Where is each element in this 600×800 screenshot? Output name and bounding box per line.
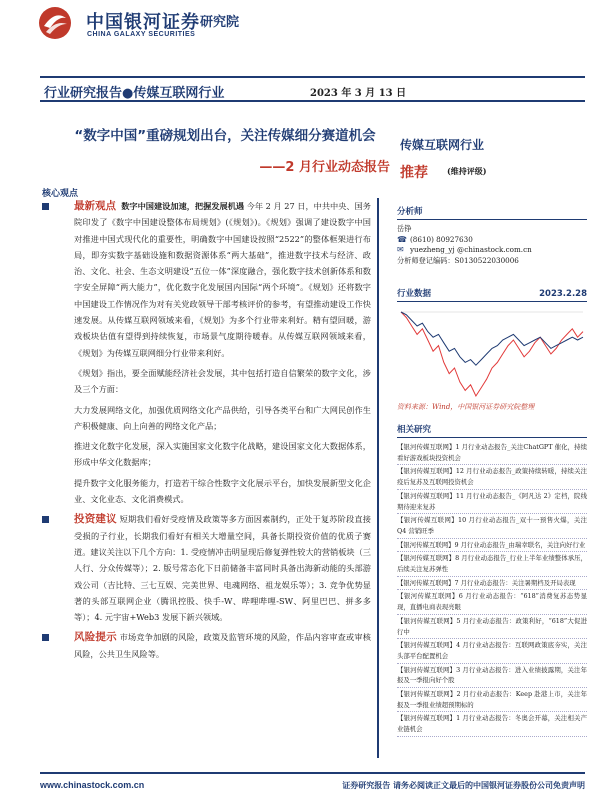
footer-url[interactable]: www.chinastock.com.cn	[40, 780, 145, 790]
related-item[interactable]: 【银河传媒互联网】11 月行业动态报告_《阿凡达 2》定档，院线期待迎来复苏	[397, 491, 587, 514]
paragraph-latest-view	[42, 198, 371, 361]
para-text: 短期我们看好受疫情及政策等多方面因素制约，正处于复苏阶段直接受损的子行业，长期我们看好有相关大增量空间，具备长期投资价值的优质子赛道。建议关注以下几个方向：1. 受疫情冲击明显现后修复弹性较大的营销板块（三人行、分众传媒等）；2. 版号常态化下日前储备丰富同时具备出海新动能的头部游戏公司（吉比特、三七互娱、完美世界、电魂网络、祖龙娱乐等）；3. 竞争优势显著的头部互联网企业（腾讯控股、快手-W、哔哩哔哩-SW、阿里巴巴、拼多多等）；4. 元宇宙+Web3 发展下新兴领域。	[74, 514, 371, 623]
related-item[interactable]: 【银河传媒互联网】10 月行业动态报告_双十一预售火爆，关注 Q4 营销旺季	[397, 515, 587, 538]
market-line-chart	[397, 306, 587, 406]
para-text: 提升数字文化服务能力，打造若干综合性数字文化展示平台，加快发展新型文化企业、文化业态、文化消费模式。	[74, 477, 371, 505]
report-header	[0, 0, 600, 50]
analyst-phone	[397, 235, 587, 246]
analyst-name-text: 岳铮	[397, 224, 412, 233]
mail-icon: ✉	[397, 245, 404, 254]
related-item[interactable]: 【银河传媒互联网】12 月行业动态报告_政策持续转暖，持续关注疫后复苏及互联网投资机会	[397, 466, 587, 489]
phone-icon: ☎	[397, 234, 407, 244]
series-line-1	[401, 312, 583, 365]
para-lead: 投资建议	[74, 513, 117, 526]
bullet-square-icon	[42, 516, 49, 523]
related-item[interactable]: 【银河传媒互联网】6 月行业动态报告：“618”消费复苏态势显现，直播电商表现亮眼	[397, 591, 587, 614]
analyst-name	[397, 224, 587, 235]
para-text: 市场竞争加剧的风险，政策及监管环境的风险，作品内容审查或审核风险，公共卫生风险等。	[74, 632, 371, 659]
related-item[interactable]: 【银河传媒互联网】9 月行业动态报告_由瑞幸联名，关注向好行业	[397, 540, 587, 553]
cert-text: 分析师登记编码：S0130522030006	[397, 255, 519, 265]
rating-note: (维持评级)	[447, 166, 487, 176]
data-date: 2023.2.28	[539, 289, 587, 299]
paragraph-plan-3	[42, 475, 371, 508]
core-view-label: 核心观点	[42, 189, 79, 199]
related-research-section	[397, 422, 587, 762]
related-item[interactable]: 【银河传媒互联网】2 月行业动态报告：Keep 赴港上市，关注年报及一季报业绩超预期标的	[397, 689, 587, 712]
industry-name: 传媒互联网行业	[400, 138, 485, 152]
related-item[interactable]: 【银河传媒互联网】3 月行业动态报告：进入业绩披露期，关注年报及一季报向好个股	[397, 665, 587, 688]
para-text: 今年 2 月 27 日，中共中央、国务院印发了《数字中国建设整体布局规划》(《规划》)。《规划》强调了建设数字中国对推进中国式现代化的重要性，明确数字中国建设按照“2522”的整体框架进行布局，即夯实数字基础设施和数据资源体系“两大基础”，推进数字技术与经济、政治、文化、社会、生态文明建设“五位一体”深度融合，强化数字技术创新体系和数字安全屏障“两大能力”，优化数字化发展国内国际“两个环境”。《规划》还将数字中国建设工作情况作为对有关党政领导干部考核评价的参考，有望推动建设工作快速发展。从传媒互联网领域来看，《规划》为多个行业带来利好。精有望回暖，游戏板块估值有望得到持续恢复，市场景气度期待暖春。从传媒互联网领域来看，《规划》为传媒互联网细分行业带来利好。	[74, 201, 371, 358]
related-item[interactable]: 【银河传媒互联网】5 月行业动态报告：政策利好，“618”大促进行中	[397, 616, 587, 639]
para-lead: 风险提示	[74, 631, 117, 644]
paragraph-plan-2	[42, 438, 371, 471]
chart-svg	[397, 306, 587, 402]
section-heading	[397, 286, 587, 302]
related-item[interactable]: 【银河传媒互联网】1 月行业动态报告_关注ChatGPT 催化，持续看好游戏板块投资机会	[397, 442, 587, 465]
research-dept: 研究院	[200, 15, 240, 30]
para-text: 推进文化数字化发展，深入实施国家文化数字化战略，建设国家文化大数据体系，形成中华文化数据库；	[74, 441, 371, 468]
related-list	[397, 442, 587, 737]
related-item[interactable]: 【银河传媒互联网】1 月行业动态报告：冬奥会开幕，关注相关产业链机会	[397, 713, 587, 736]
heading-text: 相关研究	[397, 425, 432, 435]
phone-text: (8610) 80927630	[410, 234, 473, 244]
series-line-0	[401, 312, 583, 396]
main-body	[42, 198, 379, 758]
paragraph-risk	[42, 629, 371, 662]
related-item[interactable]: 【银河传媒互联网】7 月行业动态报告：关注暑期档及开局表现	[397, 578, 587, 591]
report-title: “数字中国”重磅规划出台，关注传媒细分赛道机会	[74, 128, 376, 144]
analyst-cert	[397, 256, 587, 267]
chart-source: 资料来源：Wind，中国银河证券研究院整理	[397, 403, 535, 411]
para-text: 大力发展网络文化，加强优质网络文化产品供给，引导各类平台和广大网民创作生产积极健康、向上向善的网络文化产品；	[74, 404, 371, 431]
report-subtitle: ——2 月行业动态报告	[259, 160, 390, 175]
footer-disclaimer: 证券研究报告 请务必阅读正文最后的中国银河证券股份公司免责声明	[342, 780, 585, 790]
report-type: 行业研究报告●传媒互联网行业	[44, 86, 225, 101]
para-lead: 最新观点	[74, 200, 117, 212]
report-date: 2023 年 3 月 13 日	[310, 88, 407, 99]
footer	[40, 772, 585, 794]
analyst-section	[397, 204, 587, 284]
analyst-email[interactable]	[397, 245, 587, 256]
paragraph-investment	[42, 511, 371, 625]
bullet-square-icon	[42, 203, 49, 210]
paragraph-plan	[42, 365, 371, 398]
para-text: 《规划》指出，要全面赋能经济社会发展，其中包括打造自信繁荣的数字文化，涉及三个方面：	[74, 367, 371, 395]
market-data-section	[397, 286, 587, 416]
para-emph: 数字中国建设加速，把握发展机遇	[121, 201, 245, 211]
company-name-cn: 中国银河证券	[86, 12, 200, 33]
heading-text: 分析师	[397, 207, 423, 217]
rating: 推荐	[400, 165, 428, 181]
email-text[interactable]: yuezheng_yj @chinastock.com.cn	[410, 245, 532, 254]
bullet-square-icon	[42, 634, 49, 641]
related-item[interactable]: 【银河传媒互联网】8 月行业动态报告_行业上半年业绩整体承压，后续关注复苏弹性	[397, 553, 587, 576]
related-item[interactable]: 【银河传媒互联网】4 月行业动态报告：互联网政策底夯实，关注头部平台配置机会	[397, 640, 587, 663]
galaxy-logo-icon	[38, 6, 72, 40]
paragraph-plan-1	[42, 402, 371, 435]
section-heading	[397, 422, 587, 438]
report-meta-bar	[40, 76, 585, 102]
company-name-en: CHINA GALAXY SECURITIES	[87, 31, 196, 38]
section-heading	[397, 204, 587, 220]
heading-text: 行业数据	[397, 289, 432, 299]
